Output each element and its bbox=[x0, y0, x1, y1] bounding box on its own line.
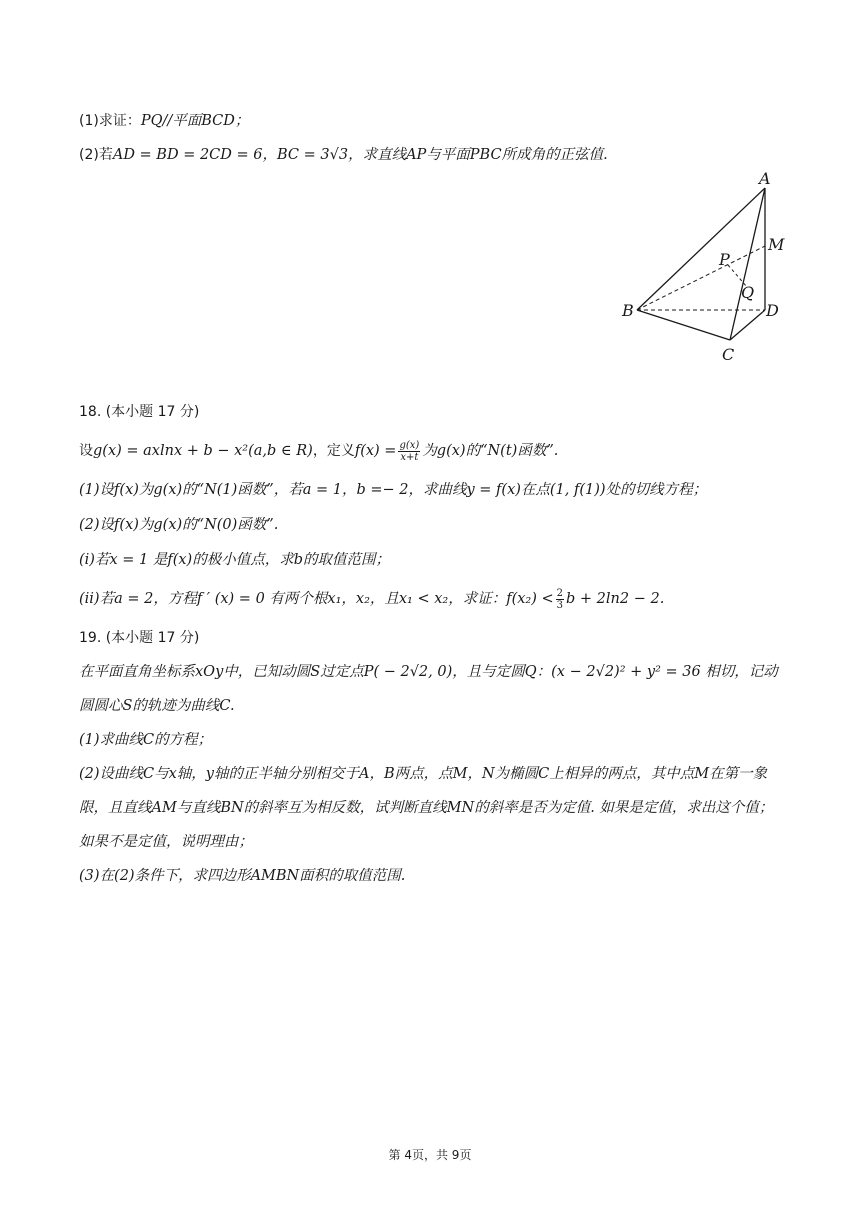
q19-part1: (1)求曲线C的方程； bbox=[79, 732, 213, 748]
label-B: B bbox=[622, 301, 634, 320]
q19-line1: 在平面直角坐标系xOy中，已知动圆S过定点P( − 2√2, 0)，且与定圆Q：(x − 2√2)² + y² = 36 相切，记动 bbox=[79, 664, 778, 680]
edge-BC bbox=[637, 310, 730, 340]
label-Q: Q bbox=[741, 283, 755, 302]
tetrahedron-figure bbox=[600, 160, 800, 370]
q18-sub-i: (i)若x = 1 是f(x)的极小值点，求b的取值范围； bbox=[79, 552, 390, 568]
q18-sub-ii-fraction: $\frac{2}{3}$ bbox=[556, 587, 564, 611]
q17-part2: (2)若AD = BD = 2CD = 6，BC = 3√3，求直线AP与平面PBC所成角的正弦值. bbox=[79, 147, 608, 163]
label-P: P bbox=[719, 250, 730, 269]
q17-part1: (1)求证：PQ//平面BCD； bbox=[79, 113, 250, 129]
q18-header: 18. (本小题 17 分) bbox=[79, 404, 200, 420]
q17-part1-math: PQ//平面BCD； bbox=[140, 113, 250, 129]
q19-part2-line1: (2)设曲线C与x轴，y轴的正半轴分别相交于A，B两点，点M，N为椭圆C上相异的两点，其中点M在第一象 bbox=[79, 766, 768, 782]
q18-definition: 设g(x) = axlnx + b − x²(a,b ∈ R)，定义f(x) = $\frac{g(x)}{x+t}$ 为g(x)的“N(t)函数”. bbox=[79, 439, 559, 463]
label-D: D bbox=[766, 301, 779, 320]
q18-part2: (2)设f(x)为g(x)的“N(0)函数”. bbox=[79, 517, 279, 533]
q19-part3: (3)在(2)条件下，求四边形AMBN面积的取值范围. bbox=[79, 868, 406, 884]
q19-part2-line2: 限，且直线AM与直线BN的斜率互为相反数，试判断直线MN的斜率是否为定值. 如果是定值，求出这个值； bbox=[79, 800, 774, 816]
q19-header: 19. (本小题 17 分) bbox=[79, 630, 200, 646]
label-M: M bbox=[768, 235, 785, 254]
label-A: A bbox=[759, 169, 771, 188]
q19-part2-line3: 如果不是定值，说明理由； bbox=[79, 834, 253, 850]
q18-sub-ii: (ii)若a = 2，方程f ′ (x) = 0 有两个根x₁，x₂，且x₁ < x₂，求证：f(x₂) < $\frac{2}{3}$ b + 2ln2 − 2. bbox=[79, 587, 665, 611]
q18-part1: (1)设f(x)为g(x)的“N(1)函数”，若a = 1，b =− 2，求曲线y = f(x)在点(1, f(1))处的切线方程； bbox=[79, 482, 708, 498]
label-C: C bbox=[722, 345, 735, 364]
q19-line2: 圆圆心S的轨迹为曲线C. bbox=[79, 698, 235, 714]
edge-AC bbox=[730, 188, 765, 340]
q18-def-fraction: $\frac{g(x)}{x+t}$ bbox=[399, 439, 420, 463]
q17-part2-math: AD = BD = 2CD = 6，BC = 3√3，求直线AP与平面PBC所成角的正弦值. bbox=[112, 147, 608, 163]
page-footer: 第 4页，共 9页 bbox=[388, 1148, 472, 1162]
